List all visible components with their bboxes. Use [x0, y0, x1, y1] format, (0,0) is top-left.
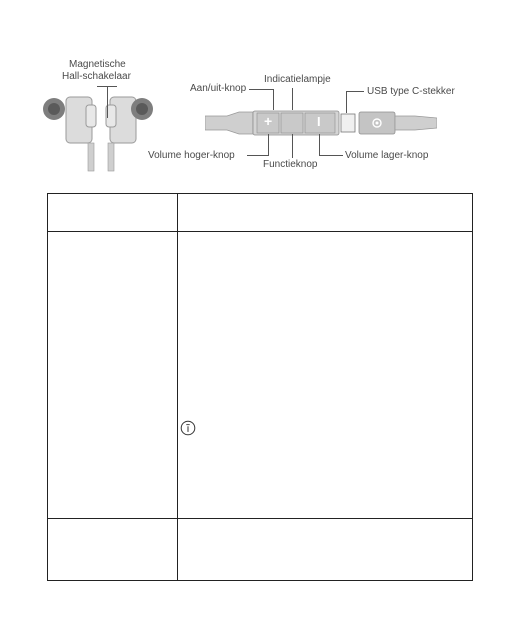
volume-up-leader-v	[268, 134, 269, 156]
volume-down-leader-v	[319, 134, 320, 156]
usb-leader-v	[346, 91, 347, 113]
volume-down-label: Volume lager-knop	[345, 150, 429, 161]
table-row-divider	[48, 231, 472, 232]
power-leader-h	[249, 89, 273, 90]
minus-symbol: I	[317, 114, 321, 129]
power-leader-v	[273, 89, 274, 110]
indicator-label: Indicatielampje	[264, 74, 331, 85]
description-table	[47, 193, 473, 581]
hall-switch-label-line1: Magnetische	[69, 59, 126, 70]
plus-symbol: +	[264, 113, 273, 129]
usb-label: USB type C-stekker	[367, 86, 455, 97]
hall-switch-leader-v	[107, 86, 108, 118]
table-row-divider	[48, 518, 472, 519]
indicator-leader	[292, 88, 293, 110]
hall-switch-label-line2: Hall-schakelaar	[62, 71, 131, 82]
remote-illustration	[205, 108, 437, 138]
function-leader	[292, 134, 293, 158]
info-circle-icon	[180, 420, 196, 436]
earbuds-illustration	[30, 85, 170, 180]
volume-up-leader-h	[247, 155, 269, 156]
usb-leader-h	[346, 91, 364, 92]
function-label: Functieknop	[263, 159, 318, 170]
volume-down-leader-h	[319, 155, 343, 156]
volume-up-label: Volume hoger-knop	[148, 150, 235, 161]
product-diagram	[0, 0, 510, 190]
table-column-divider	[177, 194, 178, 580]
power-button-label: Aan/uit-knop	[190, 83, 247, 94]
